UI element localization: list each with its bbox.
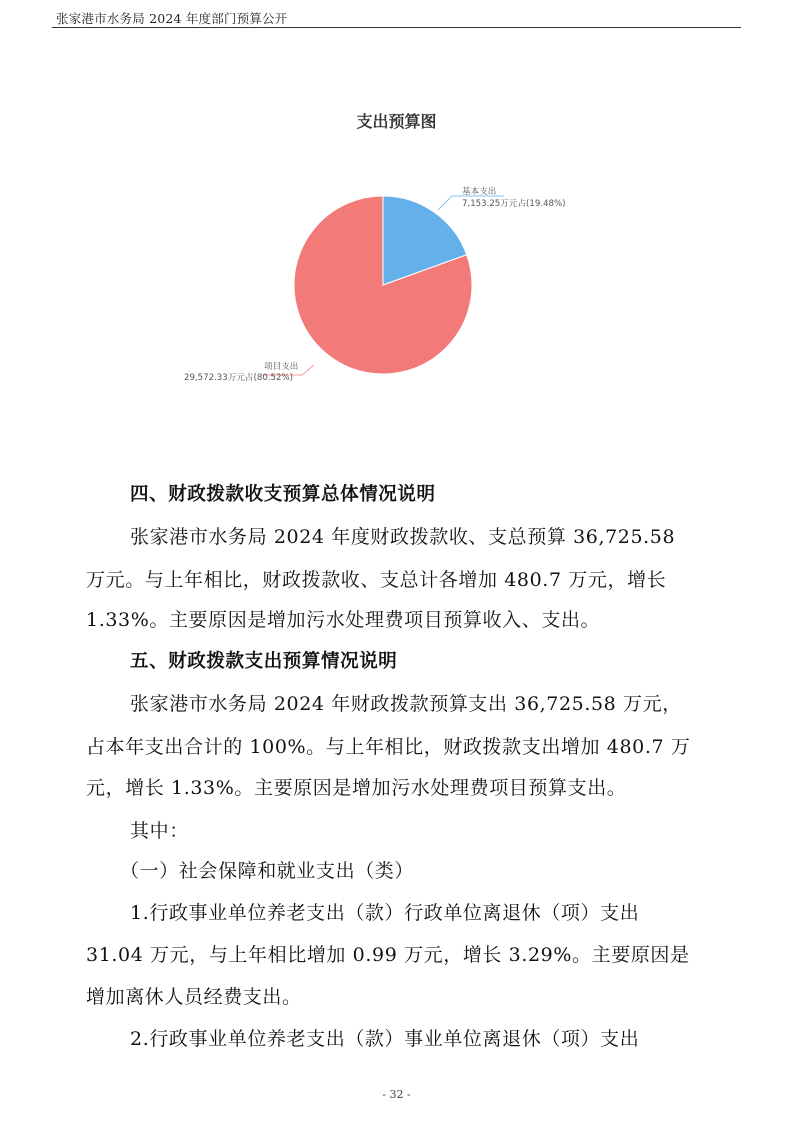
slice-label-basic-name: 基本支出 — [462, 187, 497, 197]
paragraph-line: 其中： — [130, 820, 189, 842]
slice-label-project-name: 项目支出 — [264, 362, 299, 372]
section-heading-5: 五、财政拨款支出预算情况说明 — [130, 651, 398, 672]
paragraph-line: 31.04 万元，与上年相比增加 0.99 万元，增长 3.29%。主要原因是 — [86, 944, 690, 966]
section-heading-4: 四、财政拨款收支预算总体情况说明 — [130, 484, 436, 505]
slice-label-project-value: 29,572.33万元占(80.52%) — [184, 373, 293, 383]
slice-label-basic-value: 7,153.25万元占(19.48%) — [462, 199, 566, 209]
paragraph-line: 1.33%。主要原因是增加污水处理费项目预算收入、支出。 — [86, 609, 601, 631]
paragraph-line: 占本年支出合计的 100%。与上年相比，财政拨款支出增加 480.7 万 — [86, 736, 691, 758]
paragraph-line: 张家港市水务局 2024 年度财政拨款收、支总预算 36,725.58 — [130, 526, 676, 548]
paragraph-line: 增加离休人员经费支出。 — [86, 986, 302, 1008]
paragraph-line: 1.行政事业单位养老支出（款）行政单位离退休（项）支出 — [130, 902, 640, 924]
paragraph-line: 2.行政事业单位养老支出（款）事业单位离退休（项）支出 — [130, 1028, 640, 1050]
pie-chart — [0, 0, 793, 420]
page-header-title: 张家港市水务局 2024 年度部门预算公开 — [56, 11, 288, 26]
subsection-heading: （一）社会保障和就业支出（类） — [120, 860, 415, 882]
page-number: - 32 - — [382, 1088, 411, 1101]
paragraph-line: 万元。与上年相比，财政拨款收、支总计各增加 480.7 万元，增长 — [86, 569, 667, 591]
paragraph-line: 元，增长 1.33%。主要原因是增加污水处理费项目预算支出。 — [86, 777, 627, 799]
paragraph-line: 张家港市水务局 2024 年财政拨款预算支出 36,725.58 万元， — [130, 693, 682, 715]
chart-title: 支出预算图 — [356, 112, 437, 131]
